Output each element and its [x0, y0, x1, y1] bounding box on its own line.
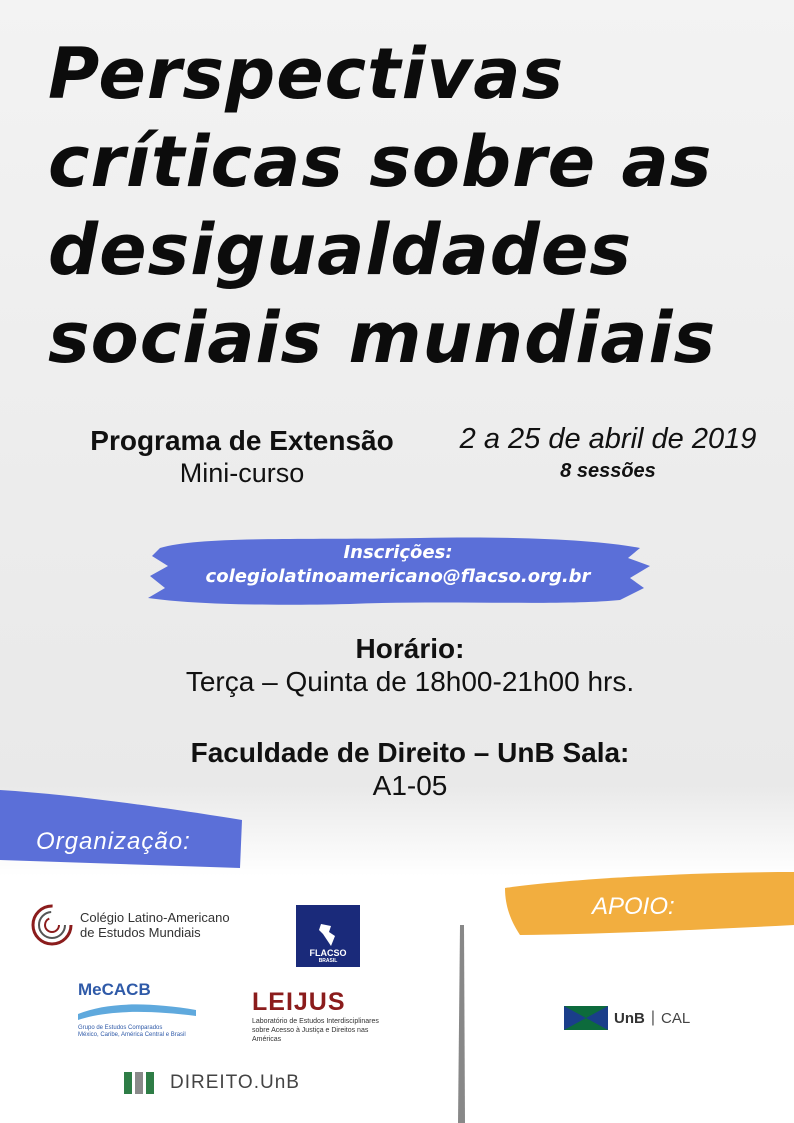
title-line-1: Perspectivas: [48, 33, 565, 115]
flacso-country: BRASIL: [318, 958, 338, 964]
mecacb-sub-2: México, Caribe, América Central e Brasil: [78, 1032, 186, 1038]
direito-logo: [124, 1070, 300, 1096]
direito-columns-icon: [124, 1070, 162, 1096]
leijus-sub-2: sobre Acesso à Justiça e Direitos nas Américas: [252, 1027, 369, 1043]
title-line-2: críticas sobre as: [48, 121, 713, 203]
unb-logo: [564, 1006, 690, 1030]
program-heading: Programa de Extensão: [90, 425, 394, 456]
mecacb-wave-icon: [78, 1000, 198, 1020]
location-value: A1-05: [372, 770, 448, 801]
unb-separator: |: [650, 1009, 655, 1026]
divider-line: [458, 925, 465, 1123]
unb-name: UnB: [614, 1009, 645, 1027]
mecacb-sub-1: Grupo de Estudos Comparados: [78, 1025, 163, 1031]
mecacb-logo: [78, 980, 208, 1039]
direito-name: DIREITO.UnB: [170, 1072, 300, 1093]
colegio-name-1: Colégio Latino-Americano: [80, 910, 230, 925]
flacso-name: FLACSO: [309, 948, 347, 958]
registration-email[interactable]: colegiolatinoamericano@flacso.org.br: [205, 566, 591, 587]
americas-map-icon: [313, 922, 343, 948]
schedule-block: [60, 633, 760, 699]
unb-cal: CAL: [660, 1009, 691, 1027]
sessions-count: 8 sessões: [560, 460, 656, 482]
registration-text: [188, 541, 608, 589]
date-range: 2 a 25 de abril de 2019: [459, 423, 757, 455]
colegio-emblem-icon: [30, 903, 74, 947]
leijus-logo: [252, 988, 392, 1044]
title-line-4: sociais mundiais: [48, 297, 717, 379]
schedule-value: Terça – Quinta de 18h00-21h00 hrs.: [185, 666, 635, 697]
support-label: APOIO:: [592, 893, 675, 920]
flacso-logo: [296, 905, 360, 967]
colegio-logo: [30, 903, 230, 947]
organization-label: Organização:: [36, 828, 191, 855]
program-subtitle: Mini-curso: [179, 458, 305, 488]
location-block: [60, 737, 760, 803]
leijus-name: LEIJUS: [252, 988, 346, 1016]
registration-label: Inscrições:: [343, 542, 453, 563]
unb-flag-icon: [564, 1006, 608, 1030]
schedule-label: Horário:: [355, 633, 465, 664]
leijus-sub-1: Laboratório de Estudos Interdisciplinares: [252, 1018, 379, 1025]
colegio-name-2: de Estudos Mundiais: [80, 925, 201, 940]
mecacb-name: MeCACB: [78, 980, 151, 999]
title-line-3: desigualdades: [48, 209, 633, 291]
location-label: Faculdade de Direito – UnB Sala:: [190, 737, 630, 768]
